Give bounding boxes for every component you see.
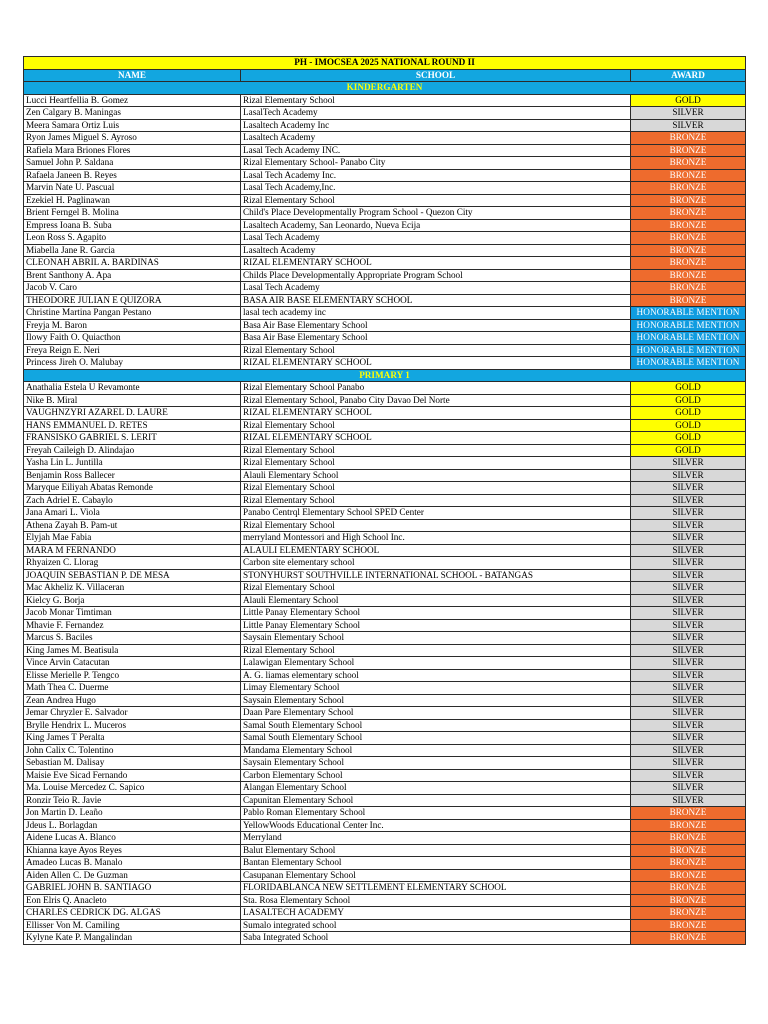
award-badge: BRONZE	[631, 869, 746, 882]
school-cell: RIZAL ELEMENTARY SCHOOL	[241, 257, 631, 270]
name-cell: Brylle Hendrix L. Muceros	[24, 719, 241, 732]
school-cell: Lalawigan Elementary School	[241, 657, 631, 670]
name-cell: Rafiela Mara Briones Flores	[24, 144, 241, 157]
table-row	[24, 494, 746, 507]
award-badge: BRONZE	[631, 844, 746, 857]
name-cell: Ezekiel H. Paglinawan	[24, 194, 241, 207]
table-row	[24, 119, 746, 132]
name-cell: Math Thea C. Duerme	[24, 682, 241, 695]
table-row	[24, 344, 746, 357]
school-cell: Lasaltech Academy Inc	[241, 119, 631, 132]
name-cell: Freyja M. Baron	[24, 319, 241, 332]
school-cell: Sta. Rosa Elementary School	[241, 894, 631, 907]
name-cell: Elyjah Mae Fabia	[24, 532, 241, 545]
table-row	[24, 157, 746, 170]
table-row	[24, 594, 746, 607]
school-cell: Capunitan Elementary School	[241, 794, 631, 807]
name-cell: MARA M FERNANDO	[24, 544, 241, 557]
name-cell: Jdeus L. Borlagdan	[24, 819, 241, 832]
award-badge: HONORABLE MENTION	[631, 332, 746, 345]
school-cell: Sumalo integrated school	[241, 919, 631, 932]
column-header-row	[24, 69, 746, 82]
table-row	[24, 557, 746, 570]
name-cell: King James T Peralta	[24, 732, 241, 745]
name-cell: Aiden Allen C. De Guzman	[24, 869, 241, 882]
name-cell: Vince Arvin Catacutan	[24, 657, 241, 670]
award-badge: SILVER	[631, 569, 746, 582]
award-badge: BRONZE	[631, 169, 746, 182]
award-badge: GOLD	[631, 444, 746, 457]
school-cell: Little Panay Elementary School	[241, 619, 631, 632]
award-badge: SILVER	[631, 594, 746, 607]
award-badge: SILVER	[631, 744, 746, 757]
school-cell: Merryland	[241, 832, 631, 845]
name-cell: THEODORE JULIAN E QUIZORA	[24, 294, 241, 307]
table-row	[24, 694, 746, 707]
table-row	[24, 382, 746, 395]
school-cell: Child's Place Developmentally Program School - Quezon City	[241, 207, 631, 220]
column-header-name: NAME	[24, 69, 241, 82]
school-cell: RIZAL ELEMENTARY SCHOOL	[241, 432, 631, 445]
award-badge: SILVER	[631, 494, 746, 507]
school-cell: Limay Elementary School	[241, 682, 631, 695]
award-badge: BRONZE	[631, 894, 746, 907]
name-cell: Jemar Chryzler E. Salvador	[24, 707, 241, 720]
name-cell: FRANSISKO GABRIEL S. LERIT	[24, 432, 241, 445]
award-badge: BRONZE	[631, 932, 746, 945]
award-badge: SILVER	[631, 794, 746, 807]
table-row	[24, 919, 746, 932]
school-cell: Casupanan Elementary School	[241, 869, 631, 882]
award-badge: HONORABLE MENTION	[631, 357, 746, 370]
table-row	[24, 857, 746, 870]
table-row	[24, 407, 746, 420]
name-cell: Brent Santhony A. Apa	[24, 269, 241, 282]
school-cell: Rizal Elementary School	[241, 194, 631, 207]
school-cell: Rizal Elementary School	[241, 419, 631, 432]
award-badge: GOLD	[631, 432, 746, 445]
table-row	[24, 182, 746, 195]
table-row	[24, 582, 746, 595]
category-row	[24, 82, 746, 95]
name-cell: Zen Calgary B. Maningas	[24, 107, 241, 120]
school-cell: Rizal Elementary School	[241, 494, 631, 507]
school-cell: merryland Montessori and High School Inc.	[241, 532, 631, 545]
school-cell: Saba Integrated School	[241, 932, 631, 945]
table-row	[24, 569, 746, 582]
school-cell: Samal South Elementary School	[241, 719, 631, 732]
category-row	[24, 369, 746, 382]
award-badge: SILVER	[631, 519, 746, 532]
name-cell: Jana Amari L. Viola	[24, 507, 241, 520]
school-cell: Lasaltech Academy, San Leonardo, Nueva Ecija	[241, 219, 631, 232]
award-badge: BRONZE	[631, 207, 746, 220]
name-cell: Sebastian M. Dalisay	[24, 757, 241, 770]
table-row	[24, 319, 746, 332]
table-row	[24, 232, 746, 245]
school-cell: RIZAL ELEMENTARY SCHOOL	[241, 407, 631, 420]
name-cell: Maisie Eve Sicad Fernando	[24, 769, 241, 782]
table-row	[24, 719, 746, 732]
award-badge: GOLD	[631, 94, 746, 107]
name-cell: Empress Ioana B. Suba	[24, 219, 241, 232]
column-header-school: SCHOOL	[241, 69, 631, 82]
name-cell: Mhavie F. Fernandez	[24, 619, 241, 632]
name-cell: Anathalia Estela U Revamonte	[24, 382, 241, 395]
table-row	[24, 269, 746, 282]
name-cell: Ryon James Miguel S. Ayroso	[24, 132, 241, 145]
table-row	[24, 144, 746, 157]
award-badge: SILVER	[631, 582, 746, 595]
award-badge: BRONZE	[631, 907, 746, 920]
school-cell: Lasal Tech Academy	[241, 282, 631, 295]
award-badge: BRONZE	[631, 144, 746, 157]
award-badge: SILVER	[631, 644, 746, 657]
school-cell: LasalTech Academy	[241, 107, 631, 120]
award-badge: BRONZE	[631, 294, 746, 307]
school-cell: Lasal Tech Academy INC.	[241, 144, 631, 157]
school-cell: Rizal Elementary School	[241, 519, 631, 532]
table-row	[24, 307, 746, 320]
name-cell: Kylyne Kate P. Mangalindan	[24, 932, 241, 945]
school-cell: Rizal Elementary School Panabo	[241, 382, 631, 395]
name-cell: Ellisser Von M. Camiling	[24, 919, 241, 932]
school-cell: Lasaltech Academy	[241, 132, 631, 145]
award-badge: SILVER	[631, 469, 746, 482]
school-cell: Saysain Elementary School	[241, 632, 631, 645]
name-cell: CHARLES CEDRICK DG. ALGAS	[24, 907, 241, 920]
table-row	[24, 532, 746, 545]
school-cell: Daan Pare Elementary School	[241, 707, 631, 720]
name-cell: Nike B. Miral	[24, 394, 241, 407]
table-row	[24, 519, 746, 532]
school-cell: LASALTECH ACADEMY	[241, 907, 631, 920]
school-cell: Lasal Tech Academy Inc.	[241, 169, 631, 182]
award-badge: SILVER	[631, 119, 746, 132]
table-row	[24, 507, 746, 520]
award-badge: SILVER	[631, 682, 746, 695]
table-row	[24, 332, 746, 345]
school-cell: Rizal Elementary School	[241, 444, 631, 457]
award-badge: GOLD	[631, 394, 746, 407]
table-row	[24, 757, 746, 770]
name-cell: Freya Reign E. Neri	[24, 344, 241, 357]
table-row	[24, 169, 746, 182]
school-cell: Balut Elementary School	[241, 844, 631, 857]
name-cell: Miabella Jane R. Garcia	[24, 244, 241, 257]
table-row	[24, 619, 746, 632]
table-row	[24, 707, 746, 720]
category-label: KINDERGARTEN	[24, 82, 746, 95]
table-row	[24, 894, 746, 907]
table-row	[24, 457, 746, 470]
name-cell: Yasha Lin L. Juntilla	[24, 457, 241, 470]
table-row	[24, 744, 746, 757]
table-row	[24, 819, 746, 832]
name-cell: King James M. Beatisula	[24, 644, 241, 657]
award-badge: SILVER	[631, 694, 746, 707]
name-cell: HANS EMMANUEL D. RETES	[24, 419, 241, 432]
school-cell: Carbon site elementary school	[241, 557, 631, 570]
school-cell: Samal South Elementary School	[241, 732, 631, 745]
school-cell: Saysain Elementary School	[241, 757, 631, 770]
award-badge: SILVER	[631, 544, 746, 557]
table-row	[24, 782, 746, 795]
award-badge: SILVER	[631, 107, 746, 120]
table-row	[24, 419, 746, 432]
name-cell: Zach Adriel E. Cabaylo	[24, 494, 241, 507]
name-cell: Amadeo Lucas B. Manalo	[24, 857, 241, 870]
name-cell: Samuel John P. Saldana	[24, 157, 241, 170]
name-cell: John Calix C. Tolentino	[24, 744, 241, 757]
school-cell: Rizal Elementary School	[241, 482, 631, 495]
school-cell: Lasal Tech Academy	[241, 232, 631, 245]
award-badge: SILVER	[631, 457, 746, 470]
award-badge: BRONZE	[631, 282, 746, 295]
name-cell: Meera Samara Ortiz Luis	[24, 119, 241, 132]
award-badge: SILVER	[631, 532, 746, 545]
school-cell: ALAULI ELEMENTARY SCHOOL	[241, 544, 631, 557]
name-cell: Benjamin Ross Ballecer	[24, 469, 241, 482]
table-row	[24, 94, 746, 107]
award-badge: BRONZE	[631, 857, 746, 870]
table-row	[24, 807, 746, 820]
award-badge: BRONZE	[631, 244, 746, 257]
table-row	[24, 794, 746, 807]
name-cell: Princess Jireh O. Malubay	[24, 357, 241, 370]
table-row	[24, 107, 746, 120]
table-row	[24, 832, 746, 845]
name-cell: Kielcy G. Borja	[24, 594, 241, 607]
table-row	[24, 482, 746, 495]
award-badge: BRONZE	[631, 832, 746, 845]
table-row	[24, 932, 746, 945]
table-row	[24, 282, 746, 295]
award-badge: BRONZE	[631, 807, 746, 820]
school-cell: Carbon Elementary School	[241, 769, 631, 782]
table-row	[24, 394, 746, 407]
table-row	[24, 432, 746, 445]
award-badge: SILVER	[631, 769, 746, 782]
school-cell: Saysain Elementary School	[241, 694, 631, 707]
column-header-award: AWARD	[631, 69, 746, 82]
table-row	[24, 769, 746, 782]
award-badge: SILVER	[631, 782, 746, 795]
document-title: PH - IMOCSEA 2025 NATIONAL ROUND II	[24, 57, 746, 70]
school-cell: Bantan Elementary School	[241, 857, 631, 870]
results-table-body	[24, 57, 746, 945]
school-cell: Rizal Elementary School	[241, 457, 631, 470]
table-row	[24, 632, 746, 645]
award-badge: SILVER	[631, 707, 746, 720]
name-cell: Athena Zayah B. Pam-ut	[24, 519, 241, 532]
name-cell: Rhyaizen C. Llorag	[24, 557, 241, 570]
name-cell: Maryque Eiliyah Abatas Remonde	[24, 482, 241, 495]
name-cell: Ilowy Faith O. Quiacthon	[24, 332, 241, 345]
award-badge: HONORABLE MENTION	[631, 307, 746, 320]
award-badge: BRONZE	[631, 182, 746, 195]
school-cell: Mandama Elementary School	[241, 744, 631, 757]
table-row	[24, 882, 746, 895]
name-cell: Jon Martin D. Leaño	[24, 807, 241, 820]
award-badge: BRONZE	[631, 819, 746, 832]
award-badge: GOLD	[631, 419, 746, 432]
award-badge: SILVER	[631, 632, 746, 645]
table-row	[24, 357, 746, 370]
name-cell: Freyah Caileigh D. Alindajao	[24, 444, 241, 457]
award-badge: SILVER	[631, 607, 746, 620]
name-cell: Brient Ferngel B. Molina	[24, 207, 241, 220]
school-cell: Basa Air Base Elementary School	[241, 332, 631, 345]
name-cell: JOAQUIN SEBASTIAN P. DE MESA	[24, 569, 241, 582]
table-row	[24, 244, 746, 257]
name-cell: GABRIEL JOHN B. SANTIAGO	[24, 882, 241, 895]
award-badge: BRONZE	[631, 194, 746, 207]
award-badge: GOLD	[631, 407, 746, 420]
school-cell: Little Panay Elementary School	[241, 607, 631, 620]
school-cell: Lasaltech Academy	[241, 244, 631, 257]
award-badge: BRONZE	[631, 269, 746, 282]
table-row	[24, 257, 746, 270]
school-cell: Rizal Elementary School	[241, 344, 631, 357]
award-badge: BRONZE	[631, 257, 746, 270]
table-row	[24, 194, 746, 207]
name-cell: Leon Ross S. Agapito	[24, 232, 241, 245]
name-cell: Lucci Heartfellia B. Gomez	[24, 94, 241, 107]
title-row	[24, 57, 746, 70]
table-row	[24, 207, 746, 220]
award-badge: SILVER	[631, 669, 746, 682]
award-badge: SILVER	[631, 757, 746, 770]
table-row	[24, 132, 746, 145]
award-badge: BRONZE	[631, 132, 746, 145]
name-cell: Ronzir Teio R. Javie	[24, 794, 241, 807]
name-cell: Marcus S. Baciles	[24, 632, 241, 645]
award-badge: SILVER	[631, 732, 746, 745]
name-cell: VAUGHNZYRI AZAREL D. LAURE	[24, 407, 241, 420]
school-cell: Alangan Elementary School	[241, 782, 631, 795]
name-cell: CLEONAH ABRIL A. BARDINAS	[24, 257, 241, 270]
award-badge: SILVER	[631, 507, 746, 520]
school-cell: RIZAL ELEMENTARY SCHOOL	[241, 357, 631, 370]
table-row	[24, 907, 746, 920]
school-cell: Pablo Roman Elementary School	[241, 807, 631, 820]
school-cell: Alauli Elementary School	[241, 594, 631, 607]
school-cell: Lasal Tech Academy,Inc.	[241, 182, 631, 195]
award-badge: SILVER	[631, 557, 746, 570]
school-cell: Alauli Elementary School	[241, 469, 631, 482]
school-cell: Childs Place Developmentally Appropriate Program School	[241, 269, 631, 282]
results-table	[23, 56, 746, 945]
school-cell: Rizal Elementary School	[241, 582, 631, 595]
table-row	[24, 544, 746, 557]
school-cell: lasal tech academy inc	[241, 307, 631, 320]
table-row	[24, 219, 746, 232]
name-cell: Elisse Merielle P. Tengco	[24, 669, 241, 682]
school-cell: Rizal Elementary School, Panabo City Davao Del Norte	[241, 394, 631, 407]
school-cell: YellowWoods Educational Center Inc.	[241, 819, 631, 832]
table-row	[24, 644, 746, 657]
name-cell: Mac Akheliz K. Villaceran	[24, 582, 241, 595]
table-row	[24, 657, 746, 670]
school-cell: BASA AIR BASE ELEMENTARY SCHOOL	[241, 294, 631, 307]
award-badge: SILVER	[631, 657, 746, 670]
name-cell: Rafaela Janeen B. Reyes	[24, 169, 241, 182]
table-row	[24, 294, 746, 307]
award-badge: BRONZE	[631, 219, 746, 232]
award-badge: HONORABLE MENTION	[631, 319, 746, 332]
award-badge: SILVER	[631, 619, 746, 632]
category-label: PRIMARY 1	[24, 369, 746, 382]
name-cell: Aidene Lucas A. Blanco	[24, 832, 241, 845]
table-row	[24, 607, 746, 620]
school-cell: Panabo Centrql Elementary School SPED Center	[241, 507, 631, 520]
award-badge: BRONZE	[631, 232, 746, 245]
award-badge: GOLD	[631, 382, 746, 395]
school-cell: Rizal Elementary School- Panabo City	[241, 157, 631, 170]
table-row	[24, 669, 746, 682]
school-cell: A. G. liamas elementary school	[241, 669, 631, 682]
award-badge: SILVER	[631, 482, 746, 495]
name-cell: Marvin Nate U. Pascual	[24, 182, 241, 195]
school-cell: Rizal Elementary School	[241, 94, 631, 107]
table-row	[24, 844, 746, 857]
name-cell: Christine Martina Pangan Pestano	[24, 307, 241, 320]
table-row	[24, 732, 746, 745]
name-cell: Khianna kaye Ayos Reyes	[24, 844, 241, 857]
school-cell: FLORIDABLANCA NEW SETTLEMENT ELEMENTARY SCHOOL	[241, 882, 631, 895]
award-badge: BRONZE	[631, 157, 746, 170]
table-row	[24, 869, 746, 882]
table-row	[24, 469, 746, 482]
award-badge: HONORABLE MENTION	[631, 344, 746, 357]
school-cell: Basa Air Base Elementary School	[241, 319, 631, 332]
table-row	[24, 682, 746, 695]
award-badge: BRONZE	[631, 882, 746, 895]
name-cell: Zean Andrea Hugo	[24, 694, 241, 707]
name-cell: Eon Elris Q. Anacleto	[24, 894, 241, 907]
school-cell: STONYHURST SOUTHVILLE INTERNATIONAL SCHOOL - BATANGAS	[241, 569, 631, 582]
school-cell: Rizal Elementary School	[241, 644, 631, 657]
name-cell: Jacob V. Caro	[24, 282, 241, 295]
award-badge: SILVER	[631, 719, 746, 732]
name-cell: Jacob Monar Timtiman	[24, 607, 241, 620]
award-badge: BRONZE	[631, 919, 746, 932]
name-cell: Ma. Louise Mercedez C. Sapico	[24, 782, 241, 795]
table-row	[24, 444, 746, 457]
